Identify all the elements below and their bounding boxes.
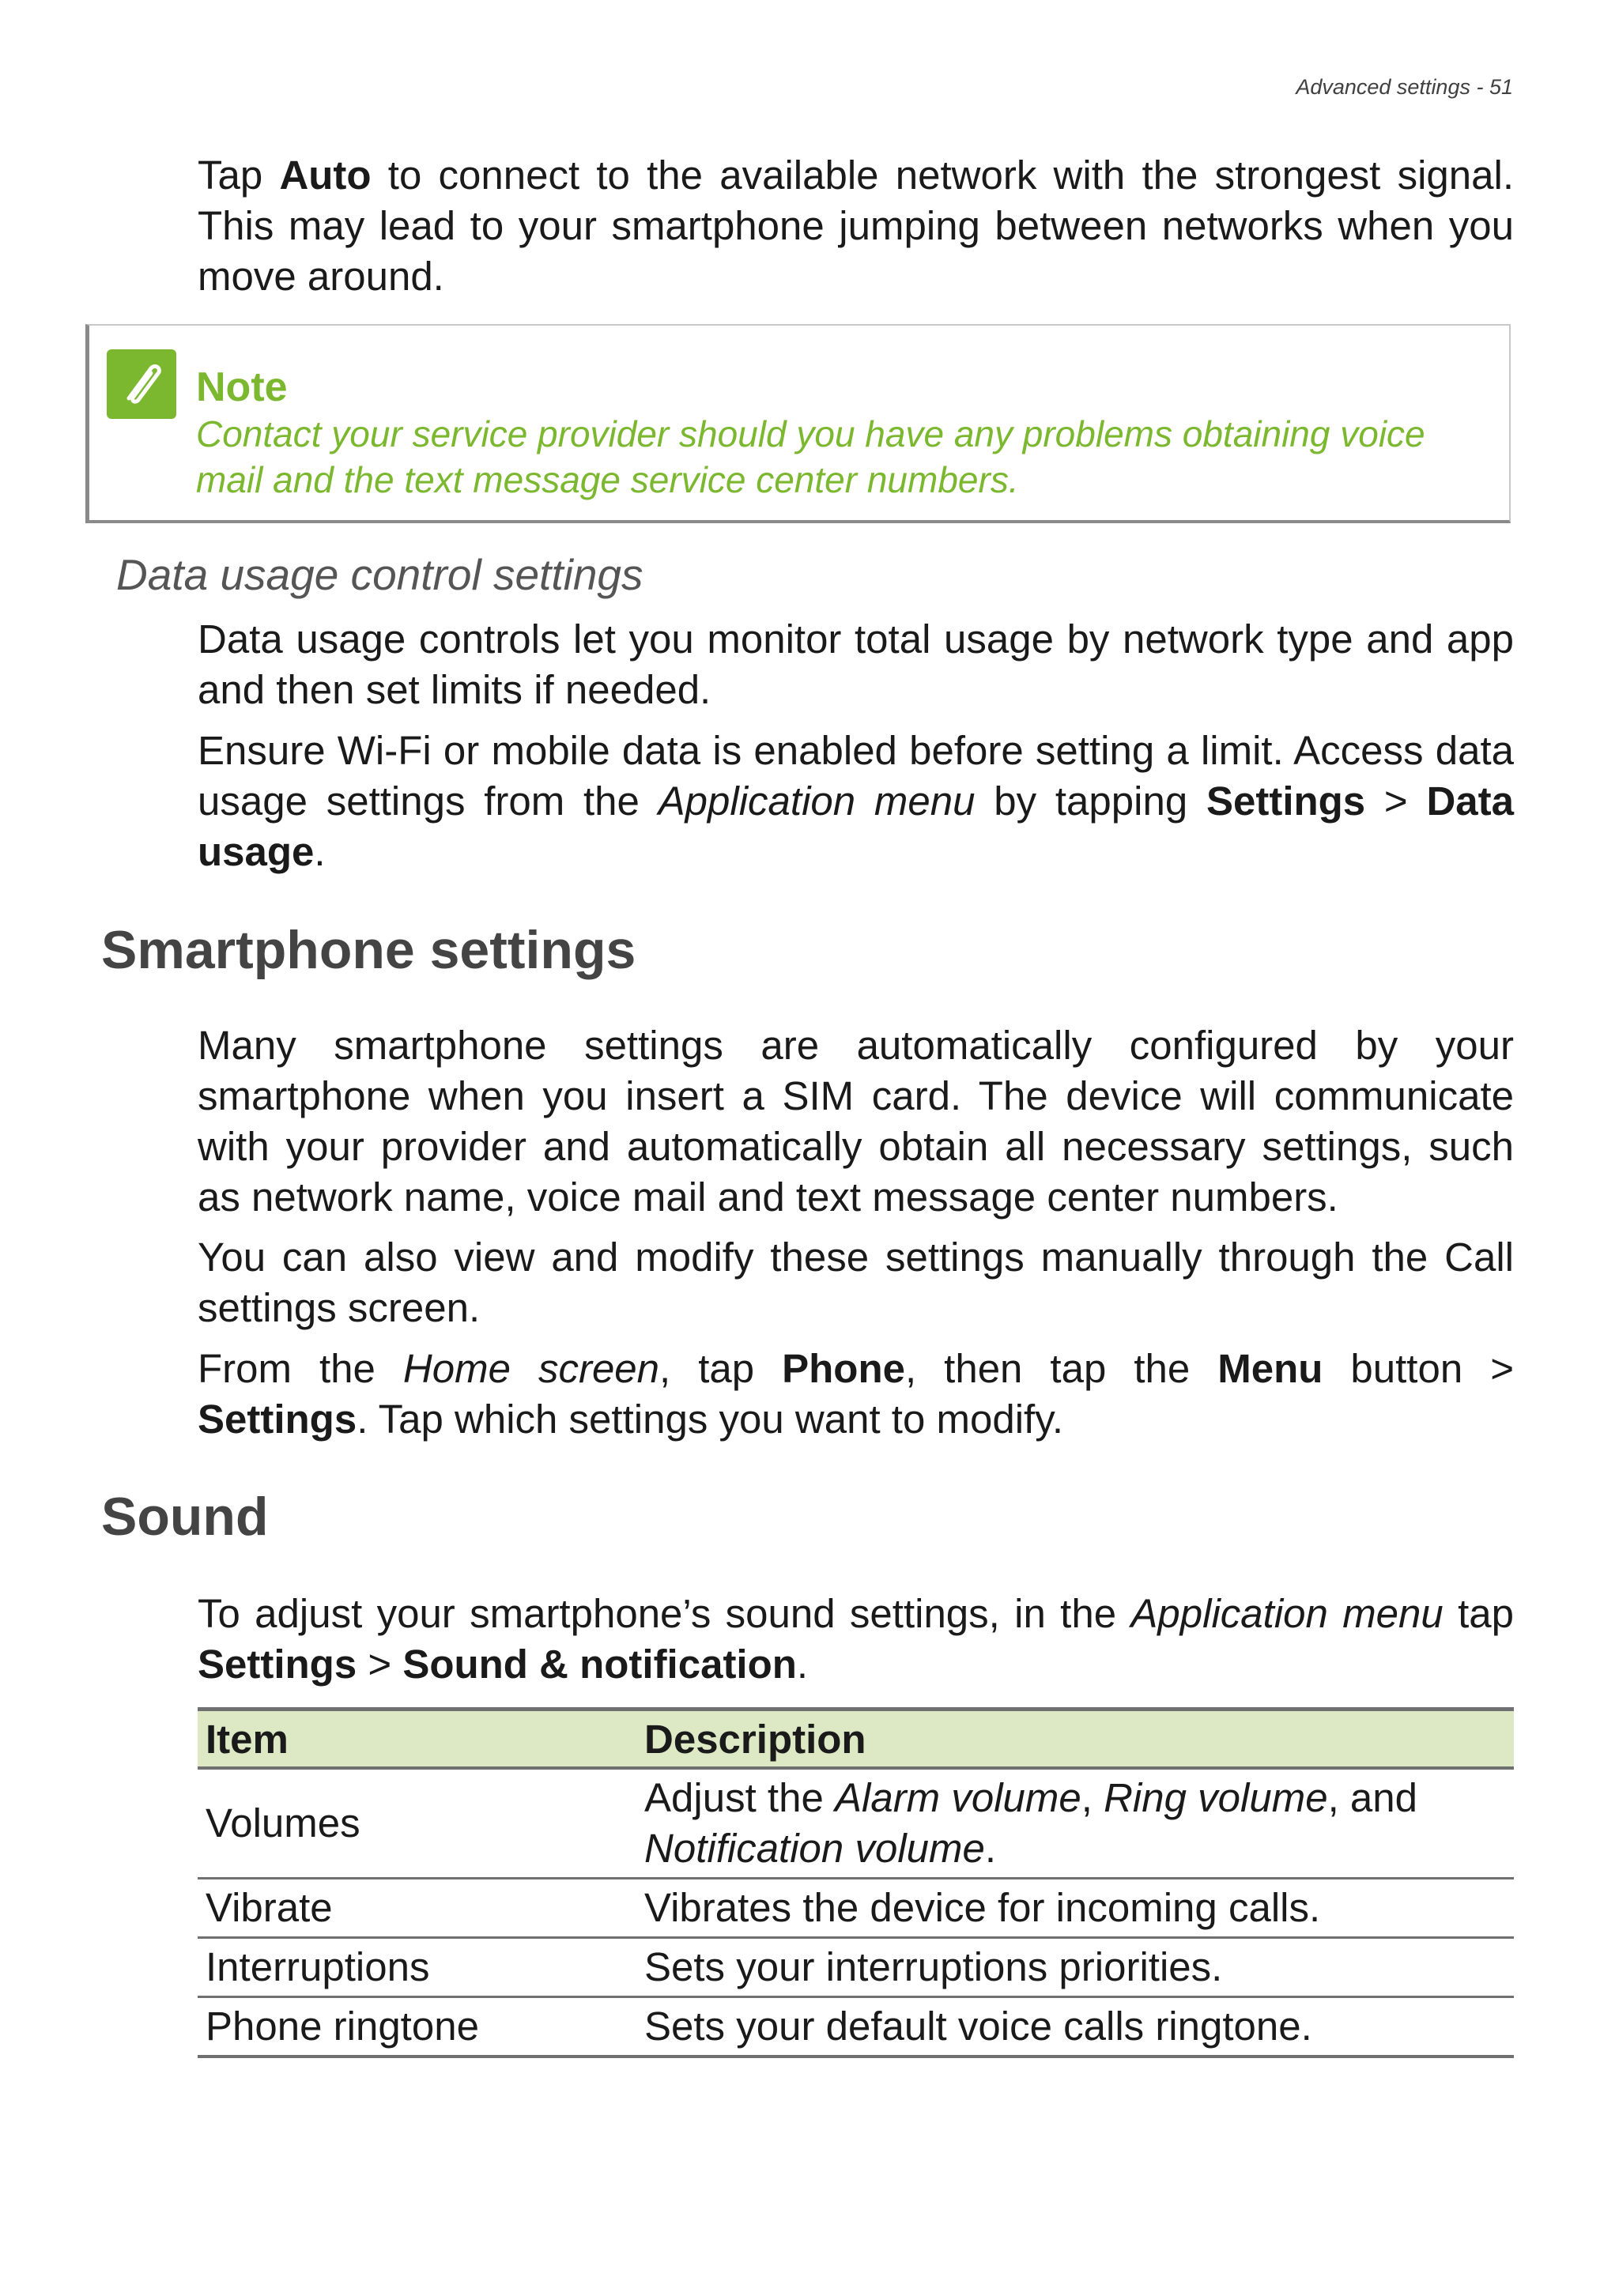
text-run: .	[796, 1642, 809, 1687]
data-usage-heading: Data usage control settings	[116, 550, 643, 599]
italic-run: Home screen	[402, 1346, 660, 1391]
smartphone-paragraph-1: Many smartphone settings are automatically configured by your smartphone when you insert a SIM card. The device will communicate with your provider and automatically obtain all necessary settings, such as network name, voice mail and text message center numbers.	[198, 1023, 1514, 1220]
sound-heading: Sound	[101, 1487, 269, 1547]
text-run: To adjust your smartphone’s sound settings, in the	[198, 1591, 1131, 1636]
table-row	[198, 1997, 1514, 2057]
text-run: Tap	[198, 153, 280, 198]
data-usage-paragraph-2	[198, 726, 1514, 877]
column-header-description: Description	[636, 1710, 1514, 1769]
text-run: button >	[1323, 1346, 1515, 1391]
table-cell-description	[636, 1768, 1514, 1879]
text-run: ,	[1081, 1775, 1104, 1820]
table-cell-item: Vibrate	[198, 1879, 636, 1938]
text-run: >	[357, 1642, 403, 1687]
text-run: Ensure Wi-Fi or mobile data is enabled before setting a limit. Access data usage settings from the	[198, 728, 1514, 824]
italic-run: Ring volume	[1104, 1775, 1328, 1820]
bold-run: Settings	[1206, 779, 1366, 824]
text-run: From the	[198, 1346, 403, 1391]
italic-run: Application menu	[658, 779, 976, 824]
note-title: Note	[196, 364, 288, 410]
italic-run: Notification volume	[644, 1826, 985, 1871]
table-header-row	[198, 1710, 1514, 1769]
bold-run: Menu	[1217, 1346, 1323, 1391]
column-header-item: Item	[198, 1710, 636, 1769]
sound-settings-table	[198, 1707, 1514, 2058]
bold-run: Settings	[198, 1397, 357, 1442]
bold-run: Data usage	[198, 779, 1515, 874]
text-run: , and	[1327, 1775, 1417, 1820]
text-run: tap	[1443, 1591, 1514, 1636]
bold-run: Phone	[782, 1346, 905, 1391]
bold-run: Sound & notification	[402, 1642, 797, 1687]
intro-paragraph	[198, 150, 1514, 302]
bold-run: Settings	[198, 1642, 357, 1687]
text-run: , then tap the	[904, 1346, 1218, 1391]
page-header: Advanced settings - 51	[1296, 75, 1513, 99]
text-run: .	[314, 829, 326, 874]
text-run: by tapping	[975, 779, 1206, 824]
table-row	[198, 1768, 1514, 1879]
text-run: >	[1365, 779, 1427, 824]
italic-run: Alarm volume	[834, 1775, 1081, 1820]
table-cell-description: Sets your interruptions priorities.	[636, 1938, 1514, 1997]
table-cell-description: Vibrates the device for incoming calls.	[636, 1879, 1514, 1938]
note-text: Contact your service provider should you have any problems obtaining voice mail and the text message service center numbers.	[196, 413, 1425, 500]
table-cell-item: Volumes	[198, 1768, 636, 1879]
text-run: .	[984, 1826, 997, 1871]
table-cell-item: Interruptions	[198, 1938, 636, 1997]
smartphone-settings-heading: Smartphone settings	[101, 920, 636, 980]
sound-paragraph	[198, 1589, 1514, 1690]
paperclip-icon	[107, 349, 176, 419]
text-run: . Tap which settings you want to modify.	[357, 1397, 1064, 1442]
italic-run: Application menu	[1130, 1591, 1444, 1636]
table-row	[198, 1938, 1514, 1997]
note-box	[85, 324, 1511, 523]
table-row	[198, 1879, 1514, 1938]
text-run: , tap	[659, 1346, 783, 1391]
text-run: Adjust the	[644, 1775, 835, 1820]
text-run: to connect to the available network with the strongest signal. This may lead to your smartphone jumping between networks when you move around.	[198, 153, 1514, 299]
smartphone-paragraph-2: You can also view and modify these settings manually through the Call settings screen.	[198, 1235, 1514, 1330]
bold-run: Auto	[279, 153, 372, 198]
data-usage-paragraph-1: Data usage controls let you monitor total usage by network type and app and then set limits if needed.	[198, 616, 1514, 712]
smartphone-paragraph-3	[198, 1344, 1514, 1445]
table-cell-item: Phone ringtone	[198, 1997, 636, 2057]
table-cell-description: Sets your default voice calls ringtone.	[636, 1997, 1514, 2057]
